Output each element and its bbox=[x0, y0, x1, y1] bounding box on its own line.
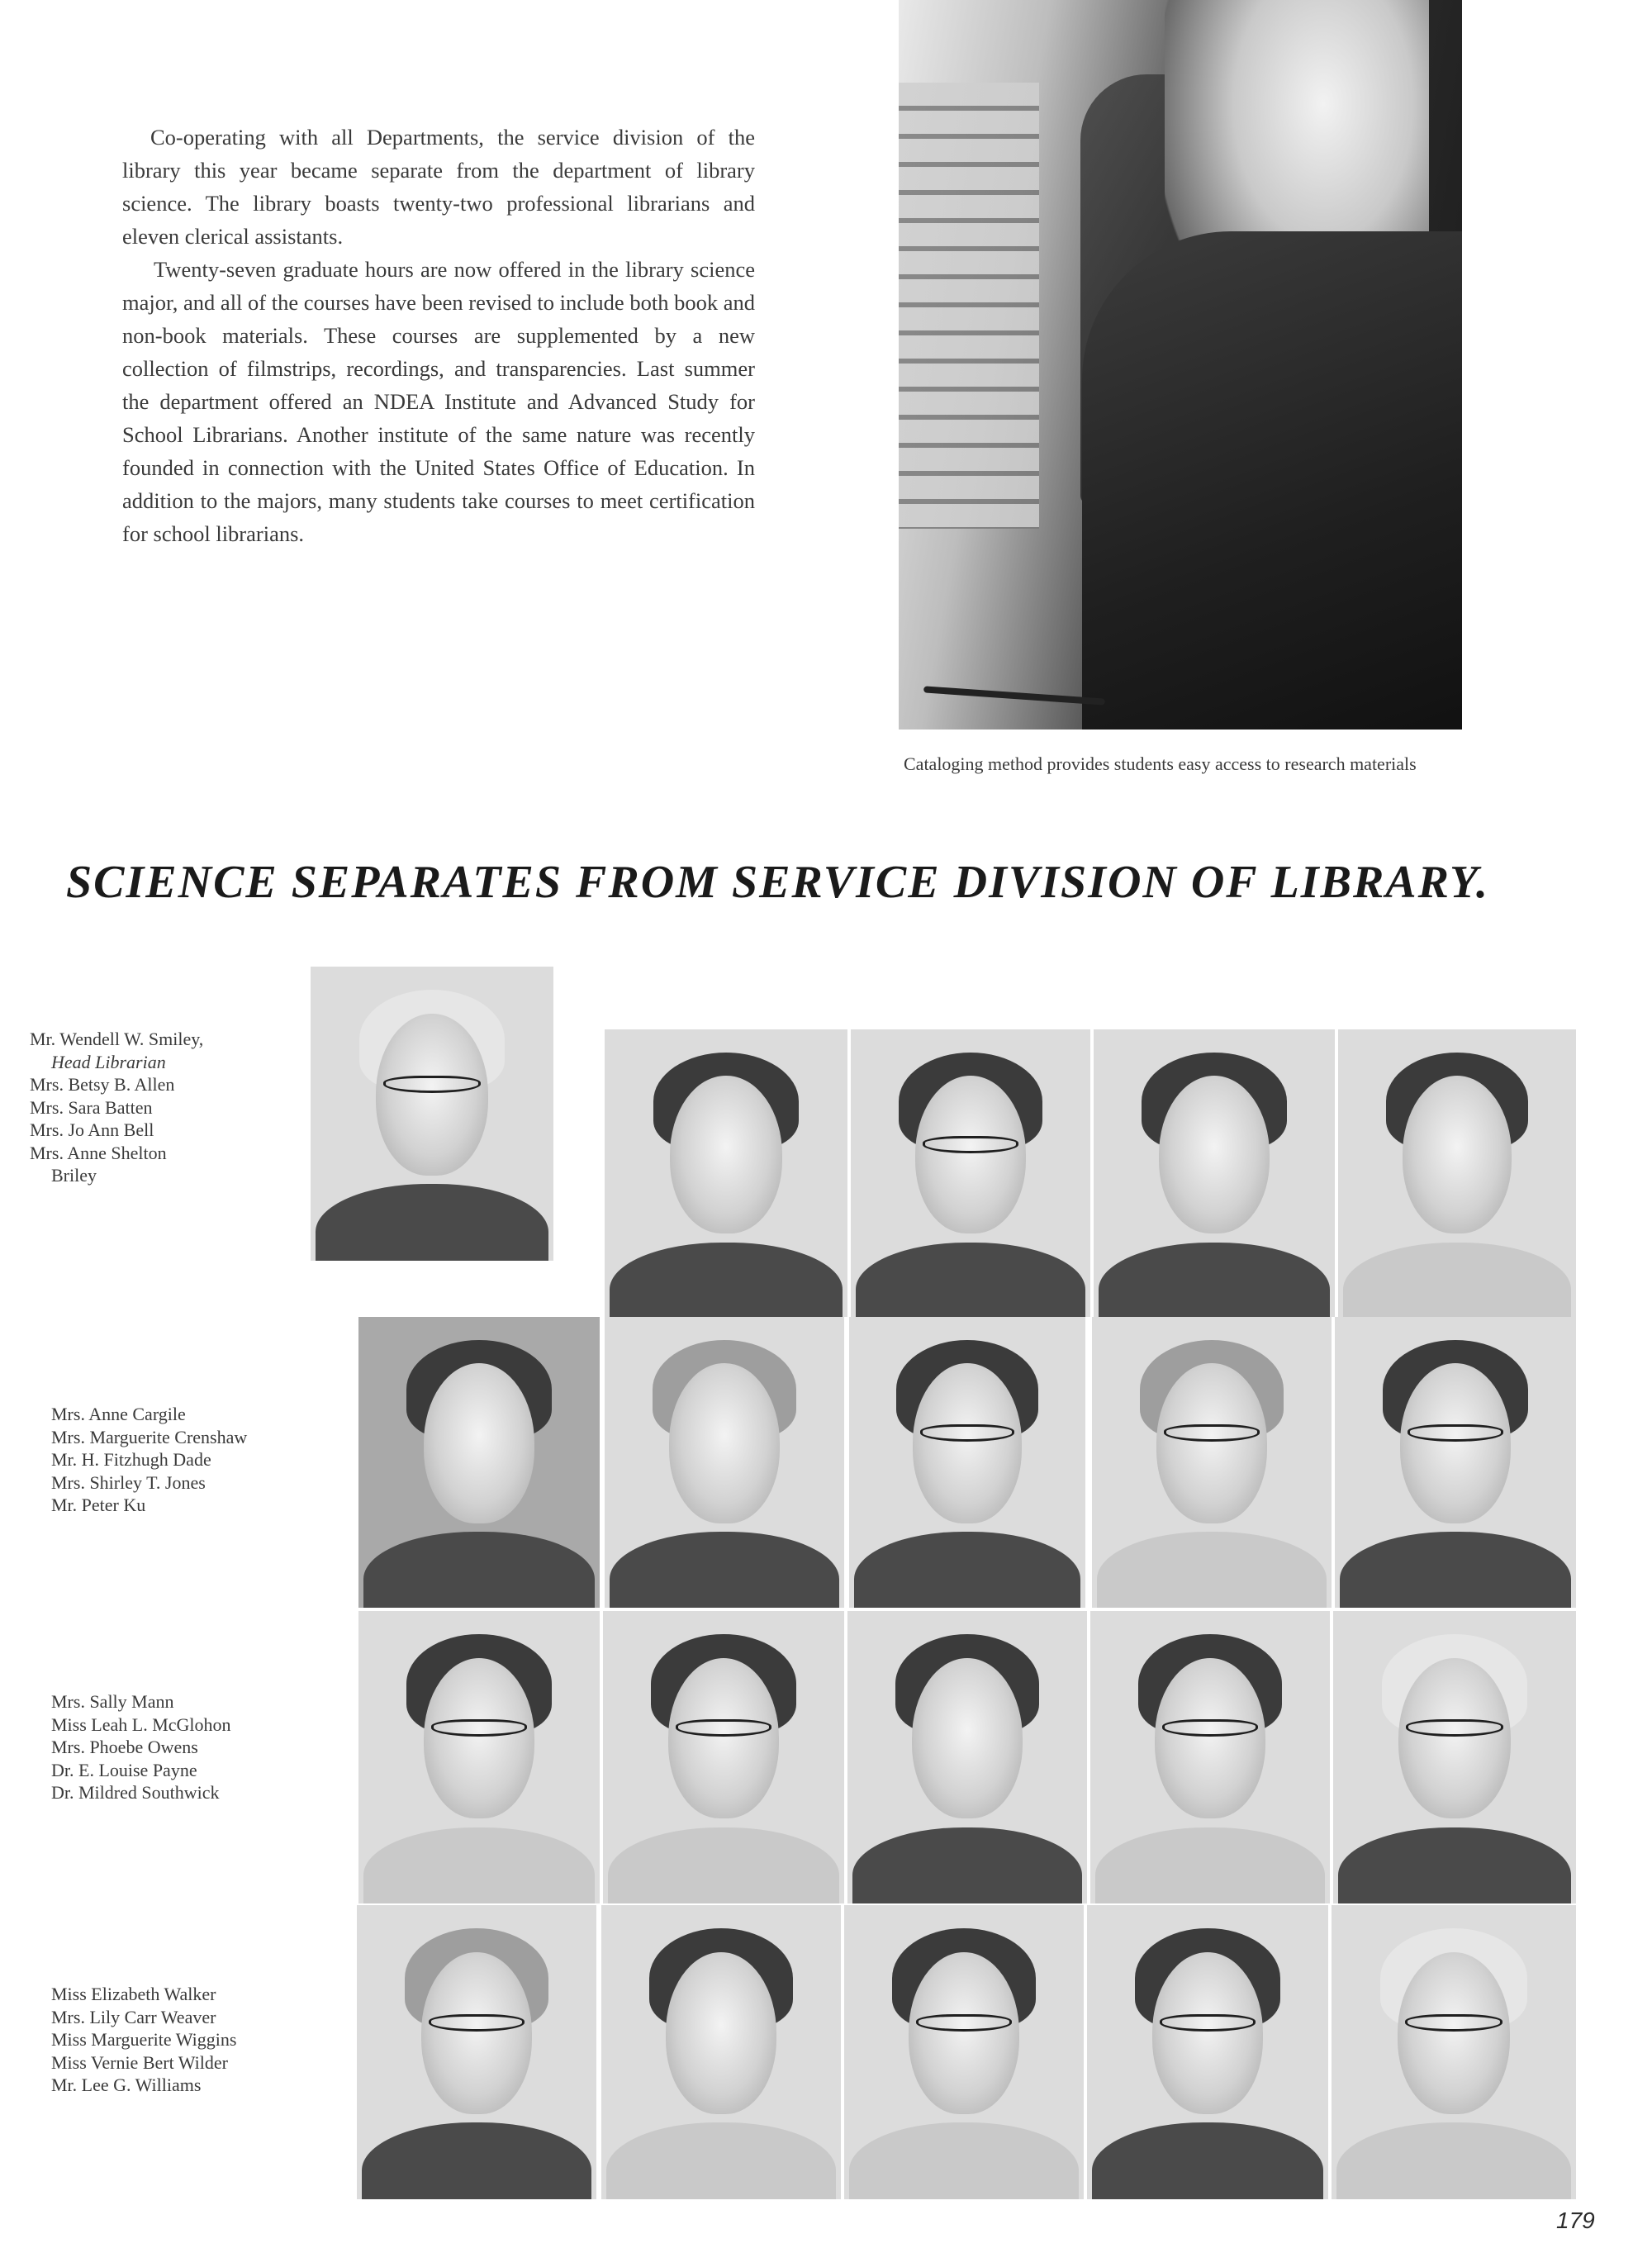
portrait-ku bbox=[1335, 1317, 1576, 1608]
card-catalog-drawers bbox=[899, 83, 1039, 529]
staff-name: Mrs. Phoebe Owens bbox=[51, 1737, 198, 1757]
portrait-payne bbox=[1090, 1611, 1330, 1903]
portrait-jones bbox=[1092, 1317, 1332, 1608]
card-catalog-photo bbox=[899, 0, 1462, 730]
staff-name: Mrs. Sally Mann bbox=[51, 1691, 174, 1712]
staff-name: Mrs. Lily Carr Weaver bbox=[51, 2006, 216, 2027]
student-figure bbox=[1082, 231, 1462, 730]
portrait-mcglohon bbox=[603, 1611, 844, 1903]
staff-name: Mrs. Anne Shelton bbox=[30, 1142, 167, 1163]
staff-name: Mr. Peter Ku bbox=[51, 1495, 146, 1515]
portrait-walker bbox=[357, 1905, 596, 2199]
portrait-dade bbox=[849, 1317, 1085, 1608]
portrait-weaver bbox=[601, 1905, 841, 2199]
article-paragraph: Co-operating with all Departments, the service division of the library this year became separate from the department of library science. The library boasts twenty-two professional librarians and eleven clerical assistants. bbox=[122, 125, 755, 249]
portrait-batten bbox=[851, 1029, 1090, 1317]
staff-names-group-1 bbox=[30, 1028, 203, 1187]
staff-names-group-2 bbox=[51, 1403, 247, 1517]
staff-name: Miss Marguerite Wiggins bbox=[51, 2029, 237, 2050]
portrait-owens bbox=[847, 1611, 1087, 1903]
staff-names-group-3 bbox=[51, 1690, 231, 1804]
staff-name: Mrs. Anne Cargile bbox=[51, 1404, 186, 1424]
portrait-wilder bbox=[1087, 1905, 1328, 2199]
page-headline: SCIENCE SEPARATES FROM SERVICE DIVISION OF LIBRARY. bbox=[66, 857, 1490, 908]
staff-name: Mrs. Shirley T. Jones bbox=[51, 1471, 206, 1493]
article-paragraph: Twenty-seven graduate hours are now offered in the library science major, and all of the courses have been revised to include both book and non-book materials. These courses are supplemented by a new collection of filmstrips, recordings, and transparencies. Last summer the department offered an NDEA Institute and Advanced Study for School Librarians. Another institute of the same nature was recently founded in connection with the United States Office of Education. In addition to the majors, many students take courses to meet certification for school librarians. bbox=[122, 257, 755, 546]
article-body bbox=[122, 121, 755, 550]
portrait-smiley bbox=[311, 967, 553, 1261]
staff-name: Mr. H. Fitzhugh Dade bbox=[51, 1449, 211, 1470]
portrait-cargile bbox=[358, 1317, 600, 1608]
photo-caption: Cataloging method provides students easy access to research materials bbox=[904, 753, 1417, 774]
staff-name: Miss Leah L. McGlohon bbox=[51, 1713, 231, 1735]
portrait-briley bbox=[1338, 1029, 1576, 1317]
portrait-wiggins bbox=[844, 1905, 1084, 2199]
staff-name: Mrs. Sara Batten bbox=[30, 1096, 153, 1118]
portrait-mann bbox=[358, 1611, 600, 1903]
staff-name: Mrs. Marguerite Crenshaw bbox=[51, 1426, 248, 1447]
portrait-allen bbox=[605, 1029, 847, 1317]
staff-name: Mr. Lee G. Williams bbox=[51, 2075, 202, 2095]
portrait-southwick bbox=[1333, 1611, 1576, 1903]
staff-name: Miss Elizabeth Walker bbox=[51, 1984, 216, 2004]
staff-title: Head Librarian bbox=[51, 1051, 166, 1072]
staff-name: Miss Vernie Bert Wilder bbox=[51, 2051, 228, 2073]
portrait-bell bbox=[1094, 1029, 1335, 1317]
staff-name: Mrs. Jo Ann Bell bbox=[30, 1119, 154, 1140]
page-number: 179 bbox=[1556, 2208, 1595, 2233]
pencil bbox=[923, 686, 1105, 705]
staff-name: Dr. Mildred Southwick bbox=[51, 1782, 220, 1803]
staff-names-group-4 bbox=[51, 1983, 236, 2097]
staff-name: Mrs. Betsy B. Allen bbox=[30, 1074, 175, 1095]
staff-name: Mr. Wendell W. Smiley, bbox=[30, 1029, 204, 1049]
staff-name-continued: Briley bbox=[51, 1165, 97, 1186]
portrait-crenshaw bbox=[605, 1317, 844, 1608]
staff-name: Dr. E. Louise Payne bbox=[51, 1759, 197, 1780]
portrait-williams bbox=[1332, 1905, 1576, 2199]
